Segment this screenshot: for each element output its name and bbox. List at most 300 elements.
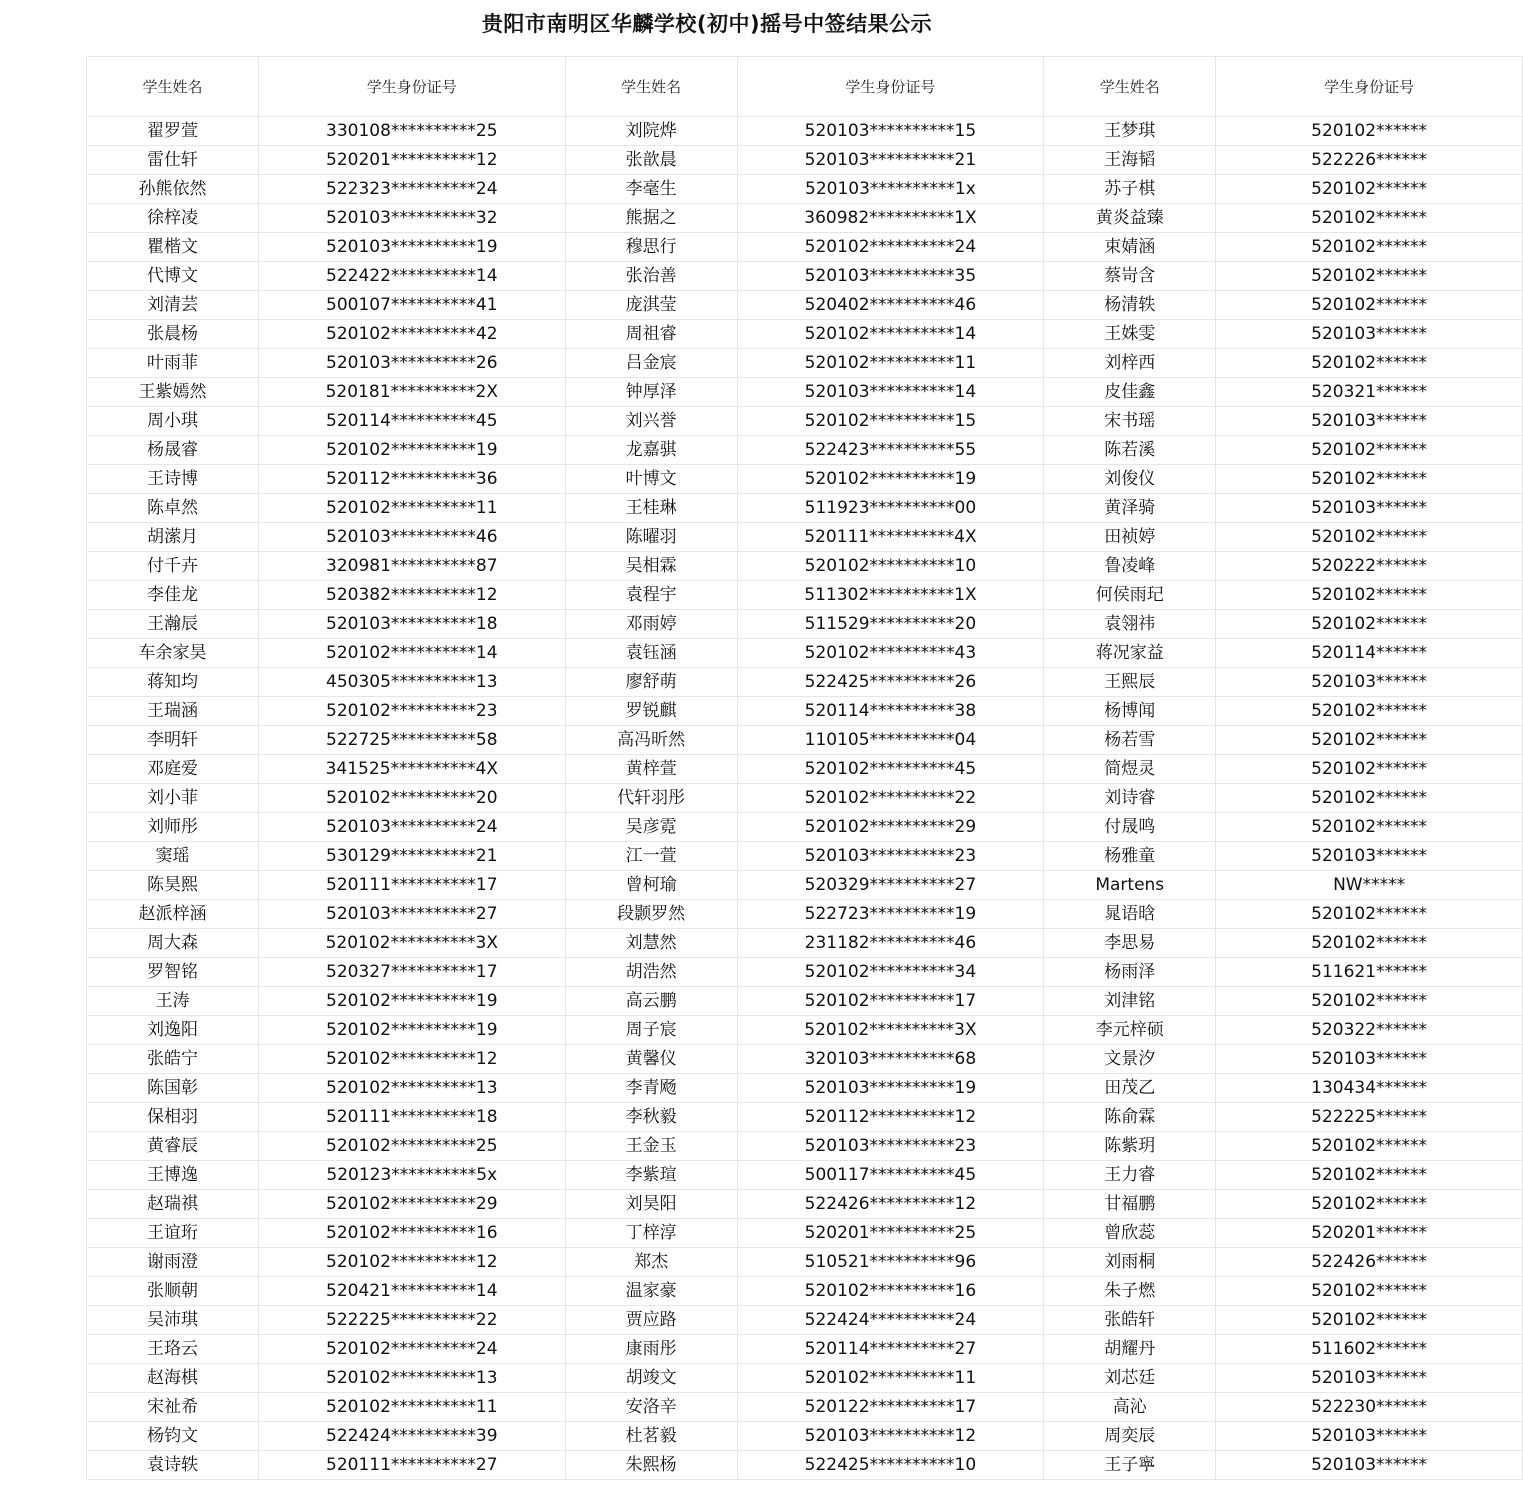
student-name-cell: 刘清芸 (87, 291, 259, 320)
header-student-name: 学生姓名 (565, 57, 737, 117)
student-name-cell: 熊据之 (565, 204, 737, 233)
table-row (87, 987, 1523, 1016)
student-id-cell: 520102**********3X (737, 1016, 1044, 1045)
table-row (87, 378, 1523, 407)
student-id-cell: 520103**********19 (737, 1074, 1044, 1103)
student-name-cell: 张歆晨 (565, 146, 737, 175)
student-id-cell: 520103**********21 (737, 146, 1044, 175)
student-name-cell: 康雨彤 (565, 1335, 737, 1364)
student-id-cell: 520102**********14 (258, 639, 565, 668)
student-name-cell: 段颢罗然 (565, 900, 737, 929)
student-id-cell: 520103**********35 (737, 262, 1044, 291)
student-name-cell: 蒋况家益 (1044, 639, 1216, 668)
student-name-cell: 李青飏 (565, 1074, 737, 1103)
student-id-cell: 520102**********24 (737, 233, 1044, 262)
header-student-id: 学生身份证号 (737, 57, 1044, 117)
student-name-cell: 周大森 (87, 929, 259, 958)
student-id-cell: 520102****** (1216, 610, 1523, 639)
student-name-cell: 王子寧 (1044, 1451, 1216, 1480)
student-name-cell: 代轩羽彤 (565, 784, 737, 813)
student-id-cell: 511302**********1X (737, 581, 1044, 610)
student-id-cell: 520102****** (1216, 291, 1523, 320)
student-id-cell: 520103****** (1216, 1045, 1523, 1074)
student-id-cell: 500107**********41 (258, 291, 565, 320)
student-id-cell: 520421**********14 (258, 1277, 565, 1306)
student-id-cell: 522425**********26 (737, 668, 1044, 697)
table-row (87, 726, 1523, 755)
student-name-cell: 赵派梓涵 (87, 900, 259, 929)
student-id-cell: 522424**********39 (258, 1422, 565, 1451)
student-id-cell: 520103**********26 (258, 349, 565, 378)
student-id-cell: 341525**********4X (258, 755, 565, 784)
student-id-cell: 520102****** (1216, 581, 1523, 610)
student-name-cell: 张顺朝 (87, 1277, 259, 1306)
student-name-cell: 王桂琳 (565, 494, 737, 523)
student-name-cell: 瞿楷文 (87, 233, 259, 262)
student-name-cell: 杨清轶 (1044, 291, 1216, 320)
student-name-cell: Martens (1044, 871, 1216, 900)
student-id-cell: 520102**********13 (258, 1364, 565, 1393)
student-id-cell: NW***** (1216, 871, 1523, 900)
student-id-cell: 522723**********19 (737, 900, 1044, 929)
student-name-cell: 杜茗毅 (565, 1422, 737, 1451)
student-name-cell: 陈昊熙 (87, 871, 259, 900)
student-id-cell: 520102****** (1216, 262, 1523, 291)
table-row (87, 1103, 1523, 1132)
student-id-cell: 520112**********12 (737, 1103, 1044, 1132)
table-row (87, 1335, 1523, 1364)
student-name-cell: 王博逸 (87, 1161, 259, 1190)
student-name-cell: 龙嘉骐 (565, 436, 737, 465)
student-name-cell: 刘诗睿 (1044, 784, 1216, 813)
student-name-cell: 温家豪 (565, 1277, 737, 1306)
student-name-cell: 王海韬 (1044, 146, 1216, 175)
student-id-cell: 520102****** (1216, 726, 1523, 755)
student-id-cell: 520201**********12 (258, 146, 565, 175)
student-name-cell: 丁梓淳 (565, 1219, 737, 1248)
student-id-cell: 450305**********13 (258, 668, 565, 697)
student-id-cell: 520102**********11 (737, 1364, 1044, 1393)
table-row (87, 871, 1523, 900)
header-student-id: 学生身份证号 (258, 57, 565, 117)
table-row (87, 262, 1523, 291)
student-id-cell: 520102****** (1216, 233, 1523, 262)
student-id-cell: 520102**********13 (258, 1074, 565, 1103)
table-row (87, 1364, 1523, 1393)
student-id-cell: 520103**********15 (737, 117, 1044, 146)
student-id-cell: 520111**********18 (258, 1103, 565, 1132)
student-name-cell: 杨博闻 (1044, 697, 1216, 726)
student-id-cell: 231182**********46 (737, 929, 1044, 958)
student-name-cell: 周子宸 (565, 1016, 737, 1045)
student-id-cell: 520102**********45 (737, 755, 1044, 784)
student-id-cell: 520329**********27 (737, 871, 1044, 900)
student-id-cell: 520102****** (1216, 175, 1523, 204)
page-title: 贵阳市南明区华麟学校(初中)摇号中签结果公示 (481, 12, 933, 36)
student-id-cell: 520102****** (1216, 929, 1523, 958)
results-table (86, 56, 1523, 1480)
student-id-cell: 520102**********16 (258, 1219, 565, 1248)
student-id-cell: 520114**********38 (737, 697, 1044, 726)
student-name-cell: 陈若溪 (1044, 436, 1216, 465)
student-name-cell: 刘梓西 (1044, 349, 1216, 378)
student-name-cell: 胡耀丹 (1044, 1335, 1216, 1364)
student-name-cell: 保相羽 (87, 1103, 259, 1132)
table-row (87, 697, 1523, 726)
student-id-cell: 520103**********12 (737, 1422, 1044, 1451)
student-name-cell: 邓庭爱 (87, 755, 259, 784)
table-row (87, 842, 1523, 871)
table-row (87, 1451, 1523, 1480)
student-name-cell: 王瑞涵 (87, 697, 259, 726)
student-id-cell: 520102****** (1216, 523, 1523, 552)
table-row (87, 958, 1523, 987)
student-name-cell: 赵瑞祺 (87, 1190, 259, 1219)
student-id-cell: 522226****** (1216, 146, 1523, 175)
student-id-cell: 520102**********42 (258, 320, 565, 349)
student-name-cell: 王梦琪 (1044, 117, 1216, 146)
student-name-cell: 胡潆月 (87, 523, 259, 552)
student-id-cell: 520102****** (1216, 813, 1523, 842)
table-row (87, 436, 1523, 465)
student-name-cell: 李紫瑄 (565, 1161, 737, 1190)
student-name-cell: 刘小菲 (87, 784, 259, 813)
student-id-cell: 520201**********25 (737, 1219, 1044, 1248)
student-id-cell: 520102****** (1216, 1190, 1523, 1219)
student-name-cell: 袁翎祎 (1044, 610, 1216, 639)
student-name-cell: 袁钰涵 (565, 639, 737, 668)
student-name-cell: 李毫生 (565, 175, 737, 204)
student-name-cell: 周祖睿 (565, 320, 737, 349)
student-id-cell: 520103**********1x (737, 175, 1044, 204)
table-row (87, 813, 1523, 842)
student-id-cell: 520102****** (1216, 436, 1523, 465)
student-name-cell: 杨雅童 (1044, 842, 1216, 871)
student-name-cell: 黄泽骑 (1044, 494, 1216, 523)
student-name-cell: 何侯雨玘 (1044, 581, 1216, 610)
student-id-cell: 522725**********58 (258, 726, 565, 755)
table-row (87, 494, 1523, 523)
student-name-cell: 文景汐 (1044, 1045, 1216, 1074)
student-name-cell: 张治善 (565, 262, 737, 291)
student-name-cell: 刘师彤 (87, 813, 259, 842)
student-id-cell: 520114****** (1216, 639, 1523, 668)
student-id-cell: 520103****** (1216, 668, 1523, 697)
student-id-cell: 520103**********23 (737, 1132, 1044, 1161)
student-name-cell: 刘芯廷 (1044, 1364, 1216, 1393)
results-table-viewport (86, 56, 1428, 1488)
student-name-cell: 皮佳鑫 (1044, 378, 1216, 407)
student-name-cell: 蔡岢含 (1044, 262, 1216, 291)
student-id-cell: 520102**********14 (737, 320, 1044, 349)
student-id-cell: 520102**********19 (258, 1016, 565, 1045)
table-row (87, 668, 1523, 697)
student-id-cell: 520327**********17 (258, 958, 565, 987)
student-name-cell: 李佳龙 (87, 581, 259, 610)
table-row (87, 407, 1523, 436)
student-id-cell: 130434****** (1216, 1074, 1523, 1103)
student-name-cell: 陈俞霖 (1044, 1103, 1216, 1132)
student-id-cell: 520102**********11 (258, 1393, 565, 1422)
student-name-cell: 高冯昕然 (565, 726, 737, 755)
student-name-cell: 谢雨澄 (87, 1248, 259, 1277)
student-id-cell: 520102****** (1216, 755, 1523, 784)
student-id-cell: 520103**********24 (258, 813, 565, 842)
student-name-cell: 邓雨婷 (565, 610, 737, 639)
student-id-cell: 520102**********20 (258, 784, 565, 813)
student-name-cell: 张晨杨 (87, 320, 259, 349)
student-name-cell: 穆思行 (565, 233, 737, 262)
student-name-cell: 甘福鹏 (1044, 1190, 1216, 1219)
student-id-cell: 520322****** (1216, 1016, 1523, 1045)
table-body (87, 117, 1523, 1480)
student-id-cell: 511923**********00 (737, 494, 1044, 523)
student-name-cell: 王熙辰 (1044, 668, 1216, 697)
student-name-cell: 简煜灵 (1044, 755, 1216, 784)
student-id-cell: 520321****** (1216, 378, 1523, 407)
student-id-cell: 511621****** (1216, 958, 1523, 987)
student-id-cell: 520102**********34 (737, 958, 1044, 987)
student-name-cell: 陈紫玥 (1044, 1132, 1216, 1161)
student-name-cell: 车余家昊 (87, 639, 259, 668)
student-id-cell: 520102**********12 (258, 1045, 565, 1074)
student-id-cell: 520102**********19 (737, 465, 1044, 494)
student-id-cell: 520102****** (1216, 784, 1523, 813)
student-name-cell: 罗锐麒 (565, 697, 737, 726)
student-name-cell: 胡竣文 (565, 1364, 737, 1393)
student-name-cell: 王珞云 (87, 1335, 259, 1364)
student-name-cell: 朱子燃 (1044, 1277, 1216, 1306)
student-name-cell: 刘昊阳 (565, 1190, 737, 1219)
table-row (87, 1219, 1523, 1248)
student-id-cell: 520102****** (1216, 465, 1523, 494)
table-row (87, 1074, 1523, 1103)
student-name-cell: 刘慧然 (565, 929, 737, 958)
student-name-cell: 吕金宸 (565, 349, 737, 378)
student-name-cell: 罗智铭 (87, 958, 259, 987)
student-name-cell: 安洛辛 (565, 1393, 737, 1422)
student-id-cell: 520102****** (1216, 117, 1523, 146)
table-row (87, 349, 1523, 378)
table-header-row (87, 57, 1523, 117)
student-name-cell: 束婧涵 (1044, 233, 1216, 262)
student-id-cell: 110105**********04 (737, 726, 1044, 755)
student-id-cell: 520102**********22 (737, 784, 1044, 813)
student-name-cell: 李秋毅 (565, 1103, 737, 1132)
student-id-cell: 500117**********45 (737, 1161, 1044, 1190)
student-id-cell: 520102****** (1216, 204, 1523, 233)
student-id-cell: 522230****** (1216, 1393, 1523, 1422)
student-id-cell: 520102**********19 (258, 436, 565, 465)
student-name-cell: 陈卓然 (87, 494, 259, 523)
student-id-cell: 520103**********46 (258, 523, 565, 552)
student-id-cell: 520103****** (1216, 320, 1523, 349)
table-row (87, 233, 1523, 262)
table-row (87, 552, 1523, 581)
header-student-name: 学生姓名 (1044, 57, 1216, 117)
table-row (87, 639, 1523, 668)
header-student-id: 学生身份证号 (1216, 57, 1523, 117)
student-id-cell: 522422**********14 (258, 262, 565, 291)
student-id-cell: 530129**********21 (258, 842, 565, 871)
student-name-cell: 吴彦霓 (565, 813, 737, 842)
student-name-cell: 廖舒萌 (565, 668, 737, 697)
student-id-cell: 520102**********16 (737, 1277, 1044, 1306)
student-name-cell: 张皓轩 (1044, 1306, 1216, 1335)
student-name-cell: 钟厚泽 (565, 378, 737, 407)
table-row (87, 1248, 1523, 1277)
table-row (87, 1045, 1523, 1074)
student-id-cell: 520103****** (1216, 1451, 1523, 1480)
student-id-cell: 520102****** (1216, 1277, 1523, 1306)
student-name-cell: 李元梓硕 (1044, 1016, 1216, 1045)
student-name-cell: 王紫嫣然 (87, 378, 259, 407)
header-student-name: 学生姓名 (87, 57, 259, 117)
student-id-cell: 520222****** (1216, 552, 1523, 581)
student-name-cell: 吴相霖 (565, 552, 737, 581)
student-id-cell: 520102****** (1216, 1161, 1523, 1190)
student-name-cell: 田茂乙 (1044, 1074, 1216, 1103)
student-name-cell: 刘逸阳 (87, 1016, 259, 1045)
table-row (87, 523, 1523, 552)
student-name-cell: 赵海棋 (87, 1364, 259, 1393)
student-name-cell: 宋书瑶 (1044, 407, 1216, 436)
table-row (87, 1016, 1523, 1045)
student-id-cell: 520122**********17 (737, 1393, 1044, 1422)
student-id-cell: 520102**********29 (258, 1190, 565, 1219)
student-name-cell: 李明轩 (87, 726, 259, 755)
student-name-cell: 田祯婷 (1044, 523, 1216, 552)
student-id-cell: 520103**********27 (258, 900, 565, 929)
student-name-cell: 鲁凌峰 (1044, 552, 1216, 581)
student-id-cell: 522323**********24 (258, 175, 565, 204)
student-id-cell: 520102**********11 (737, 349, 1044, 378)
student-name-cell: 黄馨仪 (565, 1045, 737, 1074)
student-id-cell: 520102**********24 (258, 1335, 565, 1364)
student-id-cell: 520112**********36 (258, 465, 565, 494)
student-name-cell: 王姝雯 (1044, 320, 1216, 349)
student-id-cell: 520103****** (1216, 842, 1523, 871)
student-name-cell: 贾应路 (565, 1306, 737, 1335)
student-name-cell: 王力睿 (1044, 1161, 1216, 1190)
student-name-cell: 杨晟睿 (87, 436, 259, 465)
table-row (87, 175, 1523, 204)
student-id-cell: 360982**********1X (737, 204, 1044, 233)
student-name-cell: 王诗博 (87, 465, 259, 494)
student-name-cell: 陈曜羽 (565, 523, 737, 552)
student-id-cell: 520402**********46 (737, 291, 1044, 320)
student-id-cell: 520111**********27 (258, 1451, 565, 1480)
table-row (87, 465, 1523, 494)
student-name-cell: 蒋知均 (87, 668, 259, 697)
table-row (87, 929, 1523, 958)
table-row (87, 1422, 1523, 1451)
student-id-cell: 520201****** (1216, 1219, 1523, 1248)
table-row (87, 784, 1523, 813)
table-row (87, 900, 1523, 929)
student-name-cell: 刘津铭 (1044, 987, 1216, 1016)
student-name-cell: 曾欣蕊 (1044, 1219, 1216, 1248)
student-name-cell: 黄梓萱 (565, 755, 737, 784)
student-id-cell: 520114**********45 (258, 407, 565, 436)
student-name-cell: 付千卉 (87, 552, 259, 581)
student-name-cell: 宋祉希 (87, 1393, 259, 1422)
student-name-cell: 朱熙杨 (565, 1451, 737, 1480)
student-id-cell: 520111**********4X (737, 523, 1044, 552)
student-name-cell: 刘兴誉 (565, 407, 737, 436)
student-name-cell: 叶雨菲 (87, 349, 259, 378)
student-id-cell: 320103**********68 (737, 1045, 1044, 1074)
student-name-cell: 雷仕轩 (87, 146, 259, 175)
student-id-cell: 330108**********25 (258, 117, 565, 146)
student-name-cell: 袁诗轶 (87, 1451, 259, 1480)
student-name-cell: 杨钧文 (87, 1422, 259, 1451)
student-id-cell: 520102****** (1216, 1306, 1523, 1335)
student-name-cell: 代博文 (87, 262, 259, 291)
table-row (87, 755, 1523, 784)
student-id-cell: 520103**********32 (258, 204, 565, 233)
student-name-cell: 孙熊依然 (87, 175, 259, 204)
student-id-cell: 520102****** (1216, 1132, 1523, 1161)
student-id-cell: 520102**********25 (258, 1132, 565, 1161)
student-name-cell: 刘俊仪 (1044, 465, 1216, 494)
student-name-cell: 李思易 (1044, 929, 1216, 958)
student-id-cell: 520102**********19 (258, 987, 565, 1016)
student-id-cell: 522426****** (1216, 1248, 1523, 1277)
table-row (87, 117, 1523, 146)
student-name-cell: 曾柯瑜 (565, 871, 737, 900)
student-name-cell: 苏子棋 (1044, 175, 1216, 204)
student-name-cell: 杨若雪 (1044, 726, 1216, 755)
student-id-cell: 520103****** (1216, 494, 1523, 523)
student-name-cell: 张皓宁 (87, 1045, 259, 1074)
table-row (87, 291, 1523, 320)
student-name-cell: 叶博文 (565, 465, 737, 494)
table-row (87, 1132, 1523, 1161)
student-id-cell: 520103****** (1216, 1364, 1523, 1393)
student-id-cell: 320981**********87 (258, 552, 565, 581)
student-name-cell: 高云鹏 (565, 987, 737, 1016)
student-name-cell: 吴沛琪 (87, 1306, 259, 1335)
table-row (87, 1161, 1523, 1190)
table-row (87, 146, 1523, 175)
student-name-cell: 刘雨桐 (1044, 1248, 1216, 1277)
student-name-cell: 刘院烨 (565, 117, 737, 146)
table-row (87, 610, 1523, 639)
student-name-cell: 翟罗萱 (87, 117, 259, 146)
student-name-cell: 高沁 (1044, 1393, 1216, 1422)
student-name-cell: 窦瑶 (87, 842, 259, 871)
student-id-cell: 520102****** (1216, 349, 1523, 378)
student-name-cell: 袁程宇 (565, 581, 737, 610)
table-row (87, 1306, 1523, 1335)
student-name-cell: 黄睿辰 (87, 1132, 259, 1161)
student-id-cell: 520103**********23 (737, 842, 1044, 871)
student-id-cell: 520103**********19 (258, 233, 565, 262)
student-name-cell: 郑杰 (565, 1248, 737, 1277)
student-id-cell: 522424**********24 (737, 1306, 1044, 1335)
student-id-cell: 520102**********43 (737, 639, 1044, 668)
student-name-cell: 王金玉 (565, 1132, 737, 1161)
table-row (87, 320, 1523, 349)
student-id-cell: 520181**********2X (258, 378, 565, 407)
student-id-cell: 522225**********22 (258, 1306, 565, 1335)
student-id-cell: 520102****** (1216, 900, 1523, 929)
student-id-cell: 520102**********3X (258, 929, 565, 958)
student-name-cell: 黄炎益臻 (1044, 204, 1216, 233)
student-name-cell: 周奕辰 (1044, 1422, 1216, 1451)
student-id-cell: 520114**********27 (737, 1335, 1044, 1364)
